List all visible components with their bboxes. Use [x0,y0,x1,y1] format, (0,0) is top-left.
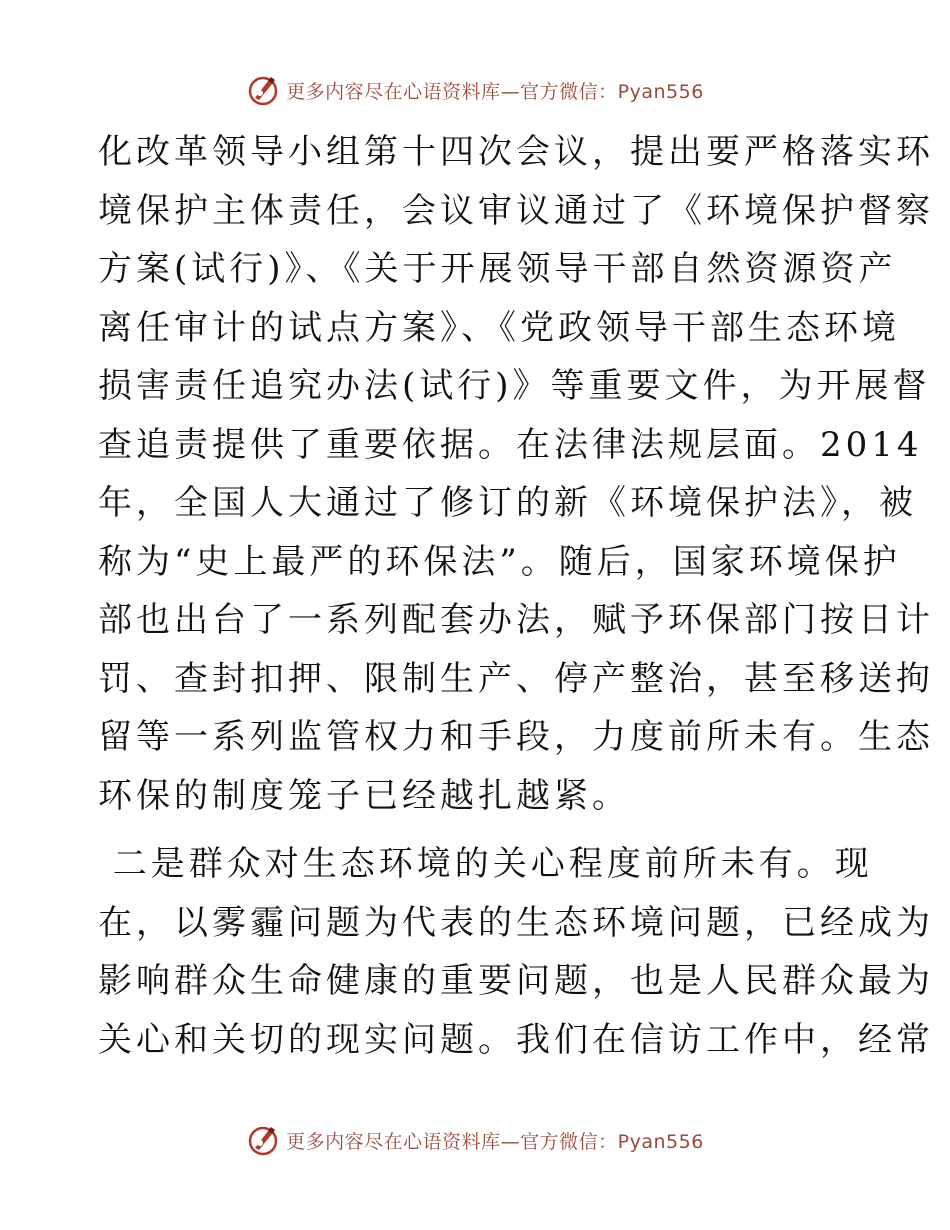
text-line: 损害责任追究办法(试行)》等重要文件，为开展督 [98,366,931,406]
text-line: 境保护主体责任，会议审议通过了《环境保护督察 [98,190,934,231]
header-watermark-banner [0,70,950,110]
text-line: 罚、查封扣押、限制生产、停产整治，甚至移送拘 [98,658,934,699]
text-line: 在，以雾霾问题为代表的生态环境问题，已经成为 [98,902,934,943]
brand-logo-icon [246,1123,280,1157]
text-line: 影响群众生命健康的重要问题，也是人民群众最为 [98,961,934,1001]
document-body [98,123,934,1069]
paragraph-spacer [98,825,850,835]
text-line: 环保的制度笼子已经越扎越紧。 [98,775,630,816]
text-line: 离任审计的试点方案》、《党政领导干部生态环境 [98,307,900,348]
text-line: 年，全国人大通过了修订的新《环境保护法》，被 [98,483,917,523]
text-line: 部也出台了一系列配套办法，赋予环保部门按日计 [98,600,934,640]
watermark-text: 更多内容尽在心语资料库—官方微信：Pyan556 [286,1130,704,1153]
text-line: 化改革领导小组第十四次会议，提出要严格落实环 [98,132,934,172]
text-line: 二是群众对生态环境的关心程度前所未有。现 [98,844,873,884]
text-line: 方案(试行)》、《关于开展领导干部自然资源资产 [98,249,897,289]
watermark-text: 更多内容尽在心语资料库—官方微信：Pyan556 [286,80,704,103]
text-line: 查追责提供了重要依据。在法律法规层面。2014 [98,424,923,465]
paragraph-2 [98,835,934,1069]
footer-watermark-banner [0,1120,950,1160]
text-line: 称为“史上最严的环保法”。随后，国家环境保护 [98,541,901,582]
paragraph-1 [98,123,934,825]
text-line: 留等一系列监管权力和手段，力度前所未有。生态 [98,717,934,757]
text-line: 关心和关切的现实问题。我们在信访工作中，经常 [98,1019,934,1060]
brand-logo-icon [246,73,280,107]
